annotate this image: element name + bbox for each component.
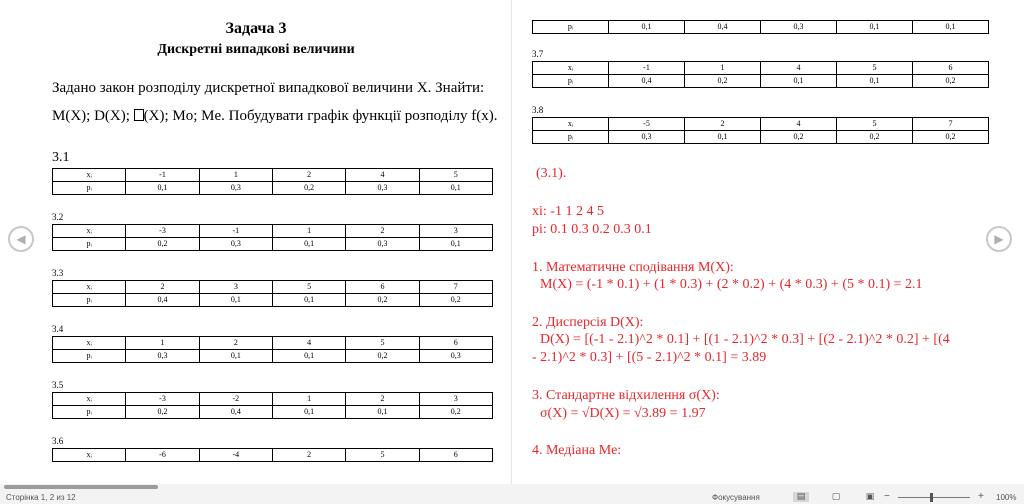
status-bar — [0, 490, 1024, 504]
row-header: xᵢ — [533, 62, 609, 75]
zoom-slider[interactable] — [898, 497, 970, 498]
row-header: xᵢ — [53, 393, 126, 406]
table-cell: -3 — [126, 393, 199, 406]
row-header: xᵢ — [53, 225, 126, 238]
table-cell: 0,1 — [199, 350, 272, 363]
table-cell: 1 — [685, 62, 761, 75]
table-cell: -1 — [126, 169, 199, 182]
missing-glyph-icon — [134, 109, 144, 121]
document-page-left — [0, 0, 512, 484]
table-cell: 1 — [199, 169, 272, 182]
table-cell: 0,1 — [272, 294, 345, 307]
zoom-out-button[interactable]: − — [884, 491, 890, 502]
table-cell: -6 — [126, 449, 199, 462]
table-cell: 2 — [272, 169, 345, 182]
table-cell: 0,1 — [346, 406, 419, 419]
row-header: xᵢ — [53, 169, 126, 182]
row-header: pᵢ — [53, 350, 126, 363]
distribution-table — [532, 117, 989, 144]
variance-formula-line2: - 2.1)^2 * 0.3] + [(5 - 2.1)^2 * 0.1] = 3.89 — [532, 350, 767, 365]
table-cell: 0,1 — [837, 21, 913, 34]
std-dev-heading: 3. Стандартне відхилення σ(X): — [532, 388, 720, 403]
table-cell: 0,3 — [126, 350, 199, 363]
table-row-x — [53, 225, 493, 238]
row-header: pᵢ — [53, 294, 126, 307]
task-text-line2 — [52, 108, 498, 125]
table-cell: 0,1 — [199, 294, 272, 307]
scrollbar-thumb[interactable] — [4, 485, 158, 489]
table-row-x — [53, 281, 493, 294]
table-cell: 0,2 — [419, 294, 492, 307]
distribution-table — [52, 392, 493, 419]
table-row-p — [53, 182, 493, 195]
table-cell: 5 — [346, 337, 419, 350]
table-cell: 0,3 — [761, 21, 837, 34]
table-cell: 0,2 — [761, 131, 837, 144]
table-cell: -5 — [609, 118, 685, 131]
section-label: 3.3 — [52, 268, 64, 278]
table-cell: -2 — [199, 393, 272, 406]
table-cell: 2 — [126, 281, 199, 294]
table-cell: -4 — [199, 449, 272, 462]
task-subtitle: Дискретні випадкові величини — [157, 42, 355, 57]
table-cell: -1 — [199, 225, 272, 238]
row-header: xᵢ — [53, 281, 126, 294]
table-cell: 5 — [419, 169, 492, 182]
variance-formula-line1: D(X) = [(-1 - 2.1)^2 * 0.1] + [(1 - 2.1)^2 * 0.3] + [(2 - 2.1)^2 * 0.2] + [(4 — [540, 332, 950, 347]
table-cell: 0,2 — [126, 238, 199, 251]
table-cell: 0,3 — [346, 182, 419, 195]
table-cell: 3 — [419, 225, 492, 238]
table-row-p — [53, 238, 493, 251]
table-cell: 0,1 — [685, 131, 761, 144]
expectation-heading: 1. Математичне сподівання M(X): — [532, 260, 734, 275]
distribution-table — [532, 61, 989, 88]
table-cell: 2 — [199, 337, 272, 350]
table-cell: 0,4 — [126, 294, 199, 307]
document-page-right — [512, 0, 1024, 484]
distribution-table — [52, 336, 493, 363]
solution-pi-line: pi: 0.1 0.3 0.2 0.3 0.1 — [532, 222, 652, 237]
table-cell: 0,2 — [272, 182, 345, 195]
table-cell: 2 — [272, 449, 345, 462]
table-cell: 0,4 — [609, 75, 685, 88]
table-cell: 0,3 — [419, 350, 492, 363]
distribution-table — [52, 168, 493, 195]
table-cell: 2 — [346, 393, 419, 406]
table-cell: 2 — [346, 225, 419, 238]
table-cell: 5 — [837, 62, 913, 75]
table-cell: 0,1 — [272, 238, 345, 251]
median-heading: 4. Медіана Me: — [532, 443, 622, 458]
table-row-x — [53, 449, 493, 462]
row-header: xᵢ — [53, 449, 126, 462]
row-header: pᵢ — [533, 21, 609, 34]
table-cell: 1 — [272, 393, 345, 406]
row-header: pᵢ — [53, 238, 126, 251]
zoom-slider-thumb[interactable] — [930, 493, 933, 502]
expectation-formula: M(X) = (-1 * 0.1) + (1 * 0.3) + (2 * 0.2) + (4 * 0.3) + (5 * 0.1) = 2.1 — [540, 277, 923, 292]
table-row-p — [53, 350, 493, 363]
table-row-p — [533, 75, 989, 88]
table-cell: 0,3 — [199, 238, 272, 251]
table-cell: 1 — [272, 225, 345, 238]
table-cell: 0,2 — [837, 131, 913, 144]
table-row-p — [533, 131, 989, 144]
section-label: 3.7 — [532, 49, 544, 59]
table-row-p — [533, 21, 989, 34]
table-row-x — [533, 118, 989, 131]
table-cell: 0,2 — [346, 294, 419, 307]
table-cell: 0,1 — [609, 21, 685, 34]
table-cell: 0,1 — [419, 182, 492, 195]
table-cell: 1 — [126, 337, 199, 350]
table-row-x — [53, 337, 493, 350]
table-cell: 0,4 — [685, 21, 761, 34]
table-cell: 3 — [199, 281, 272, 294]
page-counter[interactable]: Сторінка 1, 2 из 12 — [6, 493, 76, 502]
table-cell: 5 — [272, 281, 345, 294]
table-cell: -3 — [126, 225, 199, 238]
table-cell: -1 — [609, 62, 685, 75]
table-cell: 6 — [913, 62, 989, 75]
table-cell: 0,2 — [419, 406, 492, 419]
section-label: 3.4 — [52, 324, 64, 334]
row-header: pᵢ — [53, 406, 126, 419]
table-cell: 6 — [419, 449, 492, 462]
table-cell: 0,2 — [913, 131, 989, 144]
table-cell: 0,1 — [272, 350, 345, 363]
zoom-level[interactable]: 100% — [996, 493, 1017, 502]
focus-mode-button[interactable]: Фокусування — [712, 493, 760, 502]
table-cell: 5 — [837, 118, 913, 131]
table-row-p — [53, 406, 493, 419]
table-cell: 4 — [761, 62, 837, 75]
variance-heading: 2. Дисперсія D(X): — [532, 315, 644, 330]
table-cell: 0,1 — [837, 75, 913, 88]
table-cell: 7 — [913, 118, 989, 131]
table-cell: 4 — [272, 337, 345, 350]
distribution-table — [52, 280, 493, 307]
solution-xi-line: xi: -1 1 2 4 5 — [532, 204, 604, 219]
chevron-right-icon[interactable]: ▶ — [986, 226, 1012, 252]
task-text-line1: Задано закон розподілу дискретної випадкової величини X. Знайти: — [52, 80, 485, 96]
table-cell: 3 — [419, 393, 492, 406]
table-cell: 6 — [419, 337, 492, 350]
table-cell: 2 — [685, 118, 761, 131]
table-cell: 0,4 — [199, 406, 272, 419]
row-header: pᵢ — [533, 75, 609, 88]
table-cell: 5 — [346, 449, 419, 462]
table-cell: 0,1 — [761, 75, 837, 88]
table-cell: 4 — [761, 118, 837, 131]
table-cell: 0,2 — [126, 406, 199, 419]
table-cell: 0,3 — [609, 131, 685, 144]
table-cell: 0,3 — [199, 182, 272, 195]
distribution-table — [52, 448, 493, 462]
section-label: 3.8 — [532, 105, 544, 115]
distribution-table — [532, 20, 989, 34]
table-cell: 7 — [419, 281, 492, 294]
std-dev-formula: σ(X) = √D(X) = √3.89 = 1.97 — [540, 406, 706, 421]
table-cell: 6 — [346, 281, 419, 294]
section-label: 3.6 — [52, 436, 64, 446]
table-cell: 0,1 — [913, 21, 989, 34]
row-header: pᵢ — [533, 131, 609, 144]
task-text-line2-a: M(X); D(X); — [52, 108, 130, 124]
section-label: 3.1 — [52, 150, 70, 165]
table-cell: 0,1 — [419, 238, 492, 251]
section-label: 3.5 — [52, 380, 64, 390]
web-layout-button[interactable]: ▣ — [865, 492, 875, 502]
chevron-left-icon[interactable]: ◀ — [8, 226, 34, 252]
print-layout-button[interactable]: ▢ — [831, 492, 841, 502]
row-header: pᵢ — [53, 182, 126, 195]
row-header: xᵢ — [53, 337, 126, 350]
table-cell: 0,3 — [346, 238, 419, 251]
table-cell: 0,1 — [272, 406, 345, 419]
table-row-x — [53, 393, 493, 406]
table-row-x — [533, 62, 989, 75]
section-label: 3.2 — [52, 212, 64, 222]
table-row-p — [53, 294, 493, 307]
task-text-line2-b: (X); Mo; Me. Побудувати графік функції розподілу f(x). — [143, 108, 498, 124]
table-cell: 4 — [346, 169, 419, 182]
task-title: Задача 3 — [225, 20, 287, 37]
table-cell: 0,2 — [685, 75, 761, 88]
read-mode-button[interactable]: ▤ — [793, 492, 809, 502]
row-header: xᵢ — [533, 118, 609, 131]
table-cell: 0,1 — [126, 182, 199, 195]
table-cell: 0,2 — [346, 350, 419, 363]
table-row-x — [53, 169, 493, 182]
distribution-table — [52, 224, 493, 251]
solution-ref: (3.1). — [536, 166, 567, 181]
zoom-in-button[interactable]: + — [978, 491, 984, 502]
table-cell: 0,2 — [913, 75, 989, 88]
